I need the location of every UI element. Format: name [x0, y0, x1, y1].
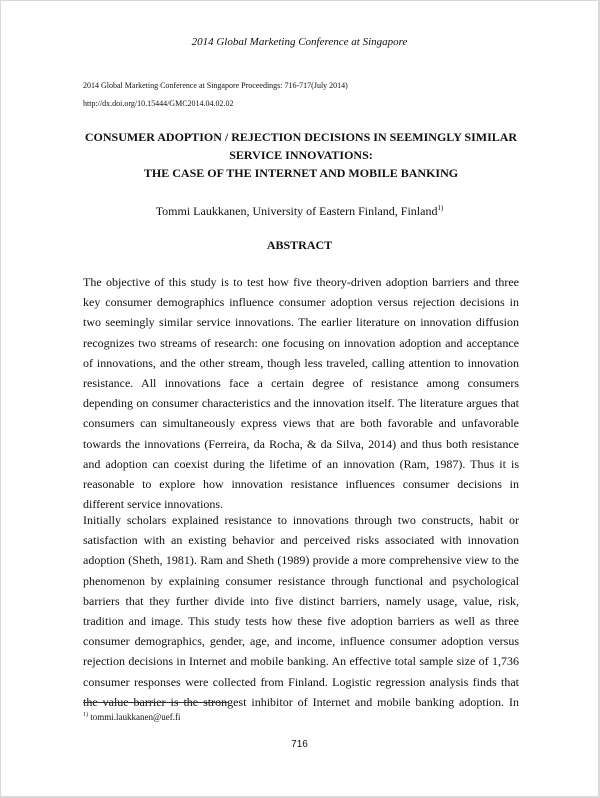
abstract-paragraph-2 — [83, 510, 519, 712]
doi-link[interactable]: http://dx.doi.org/10.15444/GMC2014.04.02.02 — [83, 99, 234, 108]
text-line: the value barrier is the strongest inhibitor of Internet and mobile banking adoption. In — [83, 694, 519, 709]
text-line: The objective of this study is to test how five theory-driven adoption barriers and three — [83, 275, 519, 289]
paper-title — [71, 128, 531, 182]
abstract-heading: ABSTRACT — [266, 238, 333, 252]
author-footnote-mark: 1) — [437, 204, 444, 212]
text-line: consumer demographics, gender, age, and income, influence consumer adoption versus — [83, 634, 519, 649]
text-line: depending on consumer characteristics and the innovation itself. The literature argues that — [83, 396, 519, 411]
title-line: SERVICE INNOVATIONS: — [229, 148, 373, 162]
text-line: two seemingly similar service innovations. The earlier literature on innovation diffusion — [83, 315, 519, 330]
text-line: resistance. All innovations face a certain degree of resistance among consumers — [83, 376, 519, 391]
title-line: THE CASE OF THE INTERNET AND MOBILE BANKING — [143, 166, 459, 180]
footnote-divider — [83, 702, 228, 703]
text-line: recognizes two streams of research: one focusing on innovation adoption and acceptance — [83, 335, 519, 350]
footnote-mark: 1) — [83, 712, 88, 718]
abstract-paragraph-1 — [83, 272, 519, 514]
author-line — [1, 204, 598, 219]
text-line: consumers can simultaneously express views that are both favorable and unfavorable — [83, 416, 519, 431]
footnote — [83, 712, 181, 722]
text-line: Initially scholars explained resistance to innovations through two constructs, habit or — [83, 513, 519, 527]
text-line: satisfaction with an existing behavior and perceived risks associated with innovation — [83, 533, 519, 548]
text-line: tradition and image. This study tests how these five adoption barriers as well as three — [83, 614, 519, 629]
text-line: of innovations, and the other stream, though less traveled, calling attention to innovation — [83, 355, 519, 370]
text-line: consumer responses were collected from Finland. Logistic regression analysis finds that — [83, 674, 519, 689]
running-head: 2014 Global Marketing Conference at Singapore — [191, 36, 408, 48]
text-line: different service innovations. — [83, 497, 224, 512]
text-line: adoption (Sheth, 1981). Ram and Sheth (1989) provide a more comprehensive view to the — [83, 553, 519, 568]
author-text: Tommi Laukkanen, University of Eastern Finland, Finland — [155, 204, 438, 218]
text-line: barriers that they further divide into five distinct barriers, namely usage, value, risk, — [83, 593, 519, 608]
text-line: and adoption can coexist during the lifetime of an innovation (Ram, 1987). Thus it is — [83, 456, 519, 471]
text-line: phenomenon by explaining consumer resistance through functional and psychological — [83, 573, 519, 588]
proceedings-citation: 2014 Global Marketing Conference at Singapore Proceedings: 716-717(July 2014) — [83, 81, 348, 90]
footnote-email[interactable]: tommi.laukkanen@uef.fi — [88, 712, 181, 722]
text-line: key consumer demographics influence consumer adoption versus rejection decisions in — [83, 295, 519, 310]
page-number: 716 — [291, 739, 308, 750]
publication-info — [83, 79, 348, 110]
text-line: reasonable to explore how innovation resistance influences consumer decisions in — [83, 477, 519, 492]
text-line: towards the innovations (Ferreira, da Rocha, & da Silva, 2014) and thus both resistance — [83, 436, 519, 451]
text-line: rejection decisions in Internet and mobile banking. An effective total sample size of 1,736 — [83, 654, 519, 669]
title-line: CONSUMER ADOPTION / REJECTION DECISIONS IN SEEMINGLY SIMILAR — [84, 130, 518, 144]
document-page — [1, 1, 598, 796]
